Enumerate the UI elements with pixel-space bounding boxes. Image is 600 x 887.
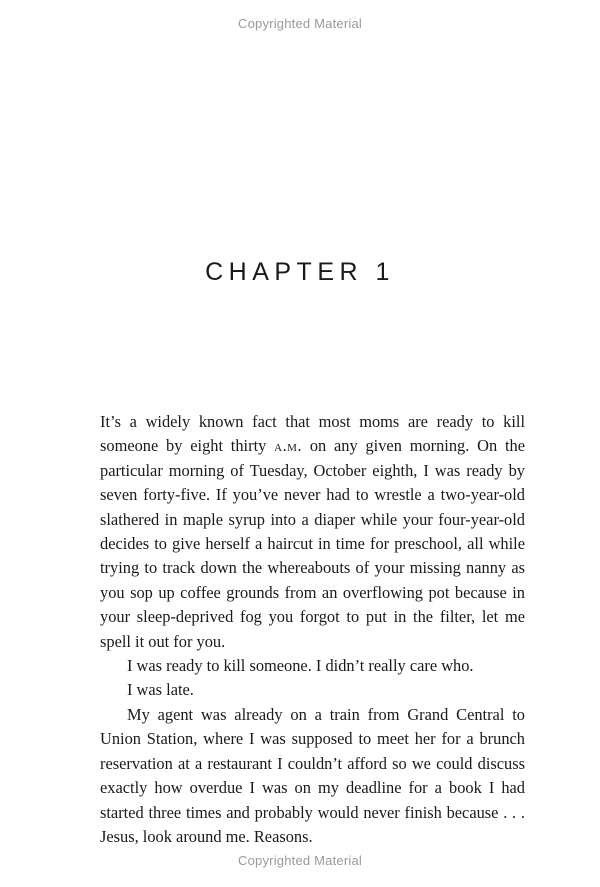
chapter-heading: CHAPTER 1 xyxy=(205,258,395,286)
paragraph-3: I was late. xyxy=(127,680,194,700)
paragraph-4: My agent was already on a train from Grand Central to Union Station, where I was supposed to meet her for a brunch reservation at a restaurant I couldn’t afford so we could discuss exactly how overdue I was on my deadline for a book I had started three times and probably would never finish because . . . Jesus, look around me. Reasons. xyxy=(100,704,525,846)
chapter-body xyxy=(100,410,525,849)
paragraph-1-text-end: on any given morning. On the particular morning of Tuesday, October eighth, I was ready by seven forty-five. If you’ve never had to wrestle a two-year-old slathered in maple syrup into a diaper while your four-year-old decides to give herself a haircut in time for preschool, all while trying to track down the whereabouts of your missing nanny as you sop up coffee grounds from an overflowing pot because in your sleep-deprived fog you forgot to put in the filter, let me spell it out for you. xyxy=(100,436,525,651)
paragraph-1-text-start: It’s a widely known fact that most moms are ready to kill someone by eight thirty xyxy=(100,412,525,456)
paragraph-2: I was ready to kill someone. I didn’t really care who. xyxy=(127,656,474,676)
time-abbreviation: a.m. xyxy=(274,436,303,456)
paragraph-1 xyxy=(100,410,525,654)
copyright-watermark-top: Copyrighted Material xyxy=(238,16,362,31)
copyright-watermark-bottom: Copyrighted Material xyxy=(238,853,362,868)
